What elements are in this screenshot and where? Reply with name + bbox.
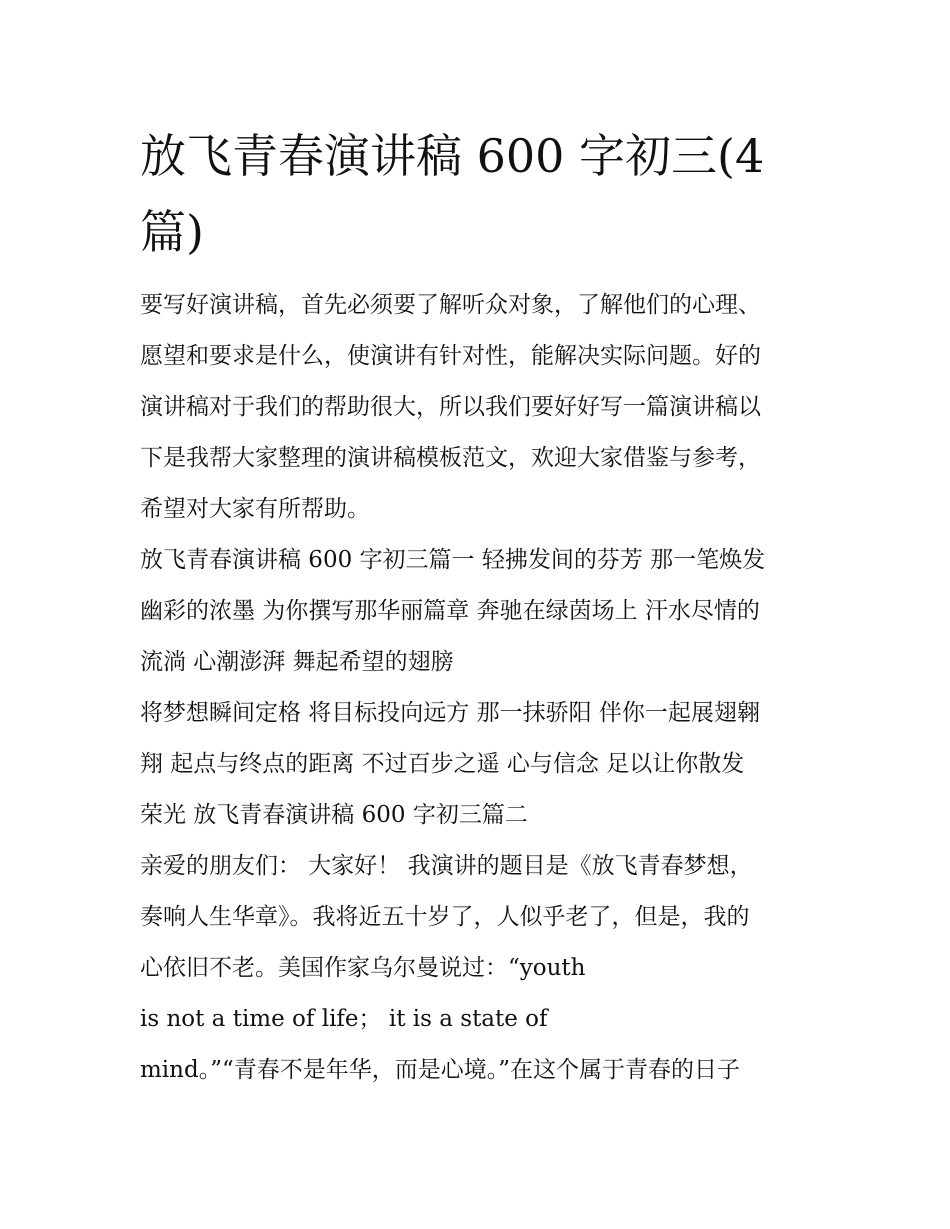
text-line: is not a time of life； it is a state of bbox=[140, 1006, 548, 1032]
text-line: 下是我帮大家整理的演讲稿模板范文，欢迎大家借鉴与参考， bbox=[140, 445, 761, 471]
speech-paragraph bbox=[140, 841, 820, 994]
text-line: 奏响人生华章》。我将近五十岁了，人似乎老了，但是，我的 bbox=[140, 904, 750, 930]
text-line: 将梦想瞬间定格 将目标投向远方 那一抹骄阳 伴你一起展翅翱 bbox=[140, 700, 760, 726]
text-line: 翔 起点与终点的距离 不过百步之遥 心与信念 足以让你散发 bbox=[140, 751, 745, 777]
document-page bbox=[140, 118, 820, 1096]
text-line: 幽彩的浓墨 为你撰写那华丽篇章 奔驰在绿茵场上 汗水尽情的 bbox=[140, 598, 760, 624]
text-line: 希望对大家有所帮助。 bbox=[140, 496, 370, 522]
quote-paragraph-1 bbox=[140, 994, 820, 1045]
poem-paragraph-2 bbox=[140, 688, 820, 841]
text-line: 荣光 放飞青春演讲稿 600 字初三篇二 bbox=[140, 802, 528, 828]
text-line: 心依旧不老。美国作家乌尔曼说过：“youth bbox=[140, 955, 586, 981]
text-line: mind。”“青春不是年华，而是心境。”在这个属于青春的日子 bbox=[140, 1057, 740, 1083]
document-title bbox=[140, 118, 820, 270]
text-line: 亲爱的朋友们： 大家好！ 我演讲的题目是《放飞青春梦想， bbox=[140, 853, 753, 879]
text-line: 演讲稿对于我们的帮助很大，所以我们要好好写一篇演讲稿以 bbox=[140, 394, 761, 420]
text-line: 愿望和要求是什么，使演讲有针对性，能解决实际问题。好的 bbox=[140, 343, 761, 369]
text-line: 放飞青春演讲稿 600 字初三篇一 轻拂发间的芬芳 那一笔焕发 bbox=[140, 547, 766, 573]
text-line: 要写好演讲稿，首先必须要了解听众对象，了解他们的心理、 bbox=[140, 292, 761, 318]
poem-paragraph-1 bbox=[140, 535, 820, 688]
title-line: 放飞青春演讲稿 600 字初三(4 bbox=[140, 129, 765, 183]
quote-paragraph-2 bbox=[140, 1045, 820, 1096]
intro-paragraph bbox=[140, 280, 820, 535]
text-line: 流淌 心潮澎湃 舞起希望的翅膀 bbox=[140, 649, 454, 675]
title-line: 篇) bbox=[140, 205, 204, 259]
